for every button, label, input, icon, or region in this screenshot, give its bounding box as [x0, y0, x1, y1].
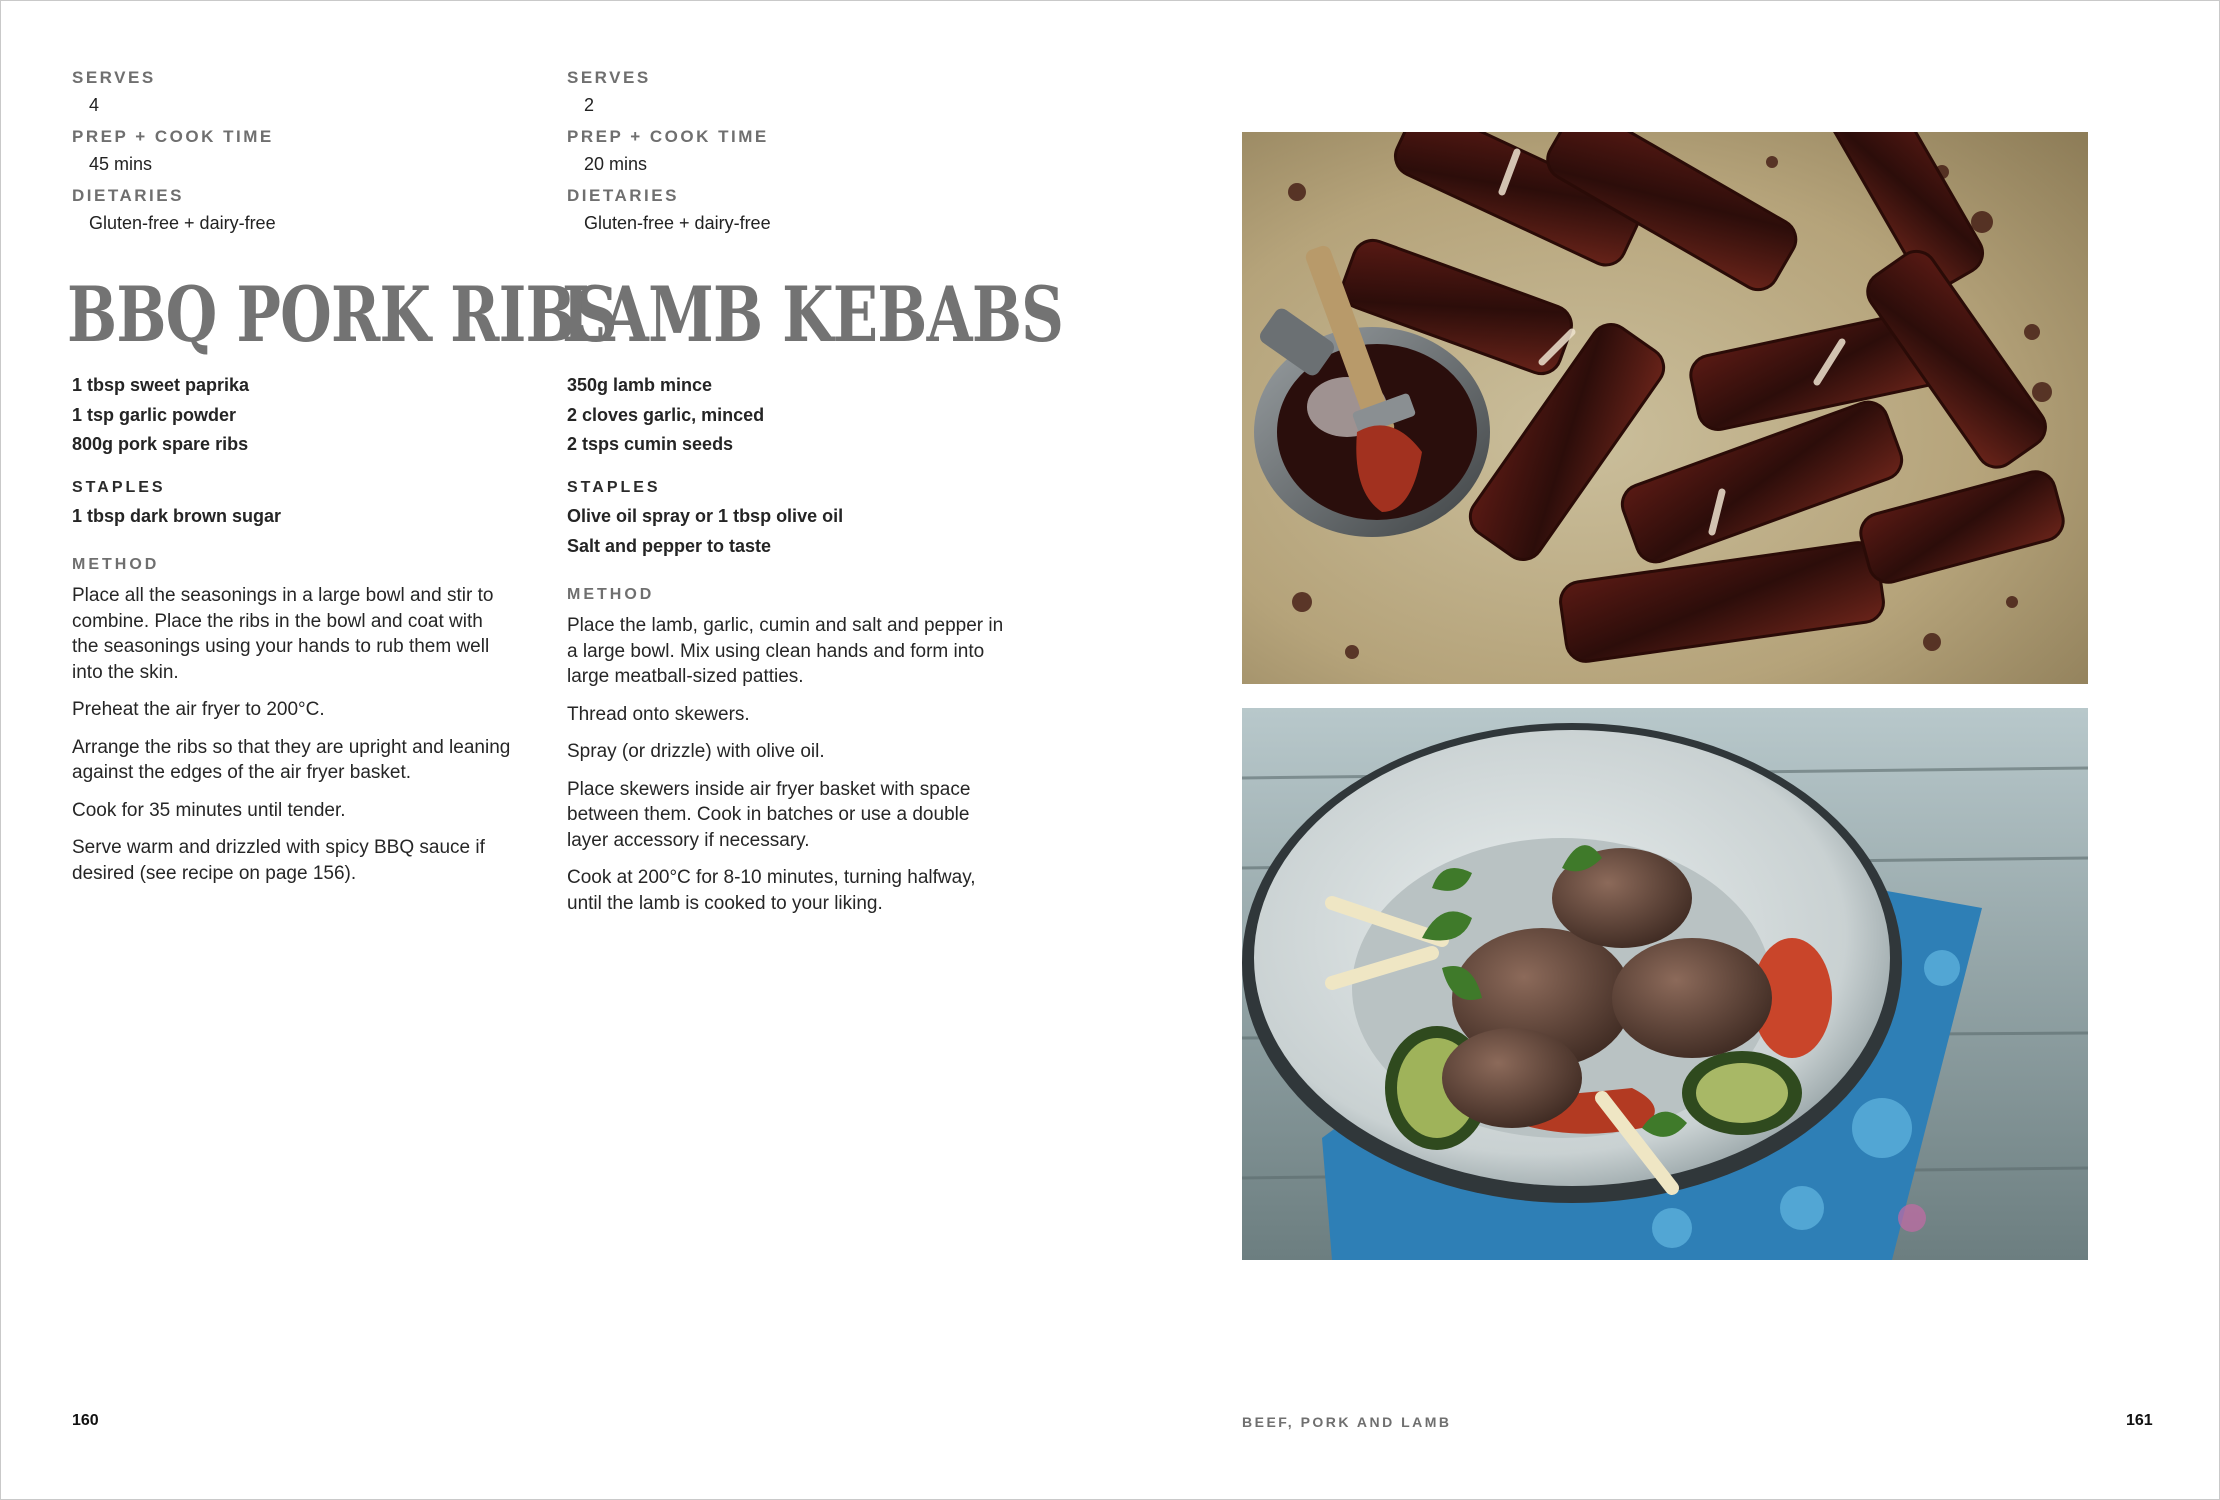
- time-label: PREP + COOK TIME: [72, 127, 274, 146]
- method-step: Place all the seasonings in a large bowl and stir to combine. Place the ribs in the bowl and coat with the seasonings using your hands to rub them well into the skin.: [72, 585, 494, 683]
- time-block: [567, 127, 769, 175]
- serves-label: SERVES: [567, 68, 651, 87]
- staple-item: Olive oil spray or 1 tbsp olive oil: [567, 506, 844, 526]
- method-step: Serve warm and drizzled with spicy BBQ sauce if desired (see recipe on page 156).: [72, 837, 485, 884]
- serves-value: 4: [89, 95, 100, 115]
- ingredient-item: 1 tbsp sweet paprika: [72, 375, 250, 395]
- method-steps: [567, 613, 1007, 928]
- section-name: BEEF, PORK AND LAMB: [1242, 1414, 1452, 1430]
- time-value: 45 mins: [89, 154, 153, 174]
- method-label: METHOD: [72, 556, 160, 573]
- ingredient-item: 2 tsps cumin seeds: [567, 434, 734, 454]
- staples-list: [72, 502, 281, 532]
- staples-list: [567, 502, 843, 561]
- method-step: Cook for 35 minutes until tender.: [72, 799, 346, 821]
- dietaries-value: Gluten-free + dairy-free: [584, 213, 771, 233]
- method-step: Preheat the air fryer to 200°C.: [72, 699, 325, 720]
- method-step: Thread onto skewers.: [567, 703, 750, 725]
- bbq-ribs-photo: [1242, 132, 2088, 684]
- method-step: Place skewers inside air fryer basket with space between them. Cook in batches or use a double layer accessory if necessary.: [567, 778, 971, 851]
- method-steps: [72, 583, 512, 898]
- staples-label: STAPLES: [567, 479, 661, 496]
- method-step: Arrange the ribs so that they are upright and leaning against the edges of the air fryer basket.: [72, 736, 511, 783]
- serves-value: 2: [584, 95, 595, 115]
- ingredient-item: 800g pork spare ribs: [72, 434, 249, 454]
- recipe-title: LAMB KEBABS: [562, 270, 1064, 359]
- method-step: Cook at 200°C for 8-10 minutes, turning halfway, until the lamb is cooked to your liking.: [567, 867, 976, 914]
- lamb-kebabs-photo: [1242, 708, 2088, 1260]
- method-label: METHOD: [567, 586, 655, 603]
- ingredient-item: 1 tsp garlic powder: [72, 404, 237, 425]
- dietaries-label: DIETARIES: [567, 186, 679, 205]
- method-step: Spray (or drizzle) with olive oil.: [567, 741, 825, 762]
- staple-item: 1 tbsp dark brown sugar: [72, 506, 282, 526]
- staple-item: Salt and pepper to taste: [567, 535, 772, 556]
- ingredients-list: [72, 371, 249, 460]
- method-step: Place the lamb, garlic, cumin and salt and pepper in a large bowl. Mix using clean hands and form into large meatball-sized patties.: [567, 615, 1004, 687]
- ingredients-list: [567, 371, 764, 460]
- staples-label: STAPLES: [72, 479, 166, 496]
- time-label: PREP + COOK TIME: [567, 127, 769, 146]
- serves-block: [72, 68, 156, 116]
- right-page-number: 161: [2126, 1412, 2153, 1429]
- serves-block: [567, 68, 651, 116]
- ingredient-item: 2 cloves garlic, minced: [567, 404, 765, 425]
- recipe-title: BBQ PORK RIBS: [67, 270, 617, 359]
- dietaries-value: Gluten-free + dairy-free: [89, 213, 276, 233]
- time-value: 20 mins: [584, 154, 648, 174]
- left-page-number: 160: [72, 1412, 99, 1429]
- time-block: [72, 127, 274, 175]
- dietaries-label: DIETARIES: [72, 186, 184, 205]
- dietaries-block: [72, 186, 276, 234]
- serves-label: SERVES: [72, 68, 156, 87]
- dietaries-block: [567, 186, 771, 234]
- ingredient-item: 350g lamb mince: [567, 375, 713, 395]
